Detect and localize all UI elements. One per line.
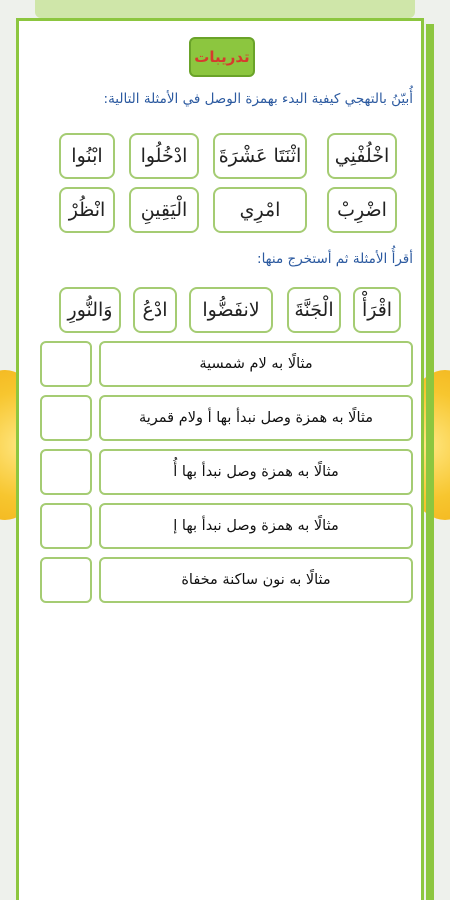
answer-box[interactable] — [40, 503, 92, 549]
answer-box[interactable] — [40, 557, 92, 603]
word-box: اثْنَتَا عَشْرَةَ — [213, 133, 307, 179]
exercise-prompt: مثالًا به همزة وصل نبدأ بها أُ — [99, 449, 413, 495]
instruction-spelling: أُبيّنُ بالتهجي كيفية البدء بهمزة الوصل في الأمثلة التالية: — [103, 91, 413, 107]
word-box: اقْرَأْ — [353, 287, 401, 333]
exercise-panel — [16, 18, 424, 900]
instruction-extract: أقرأُ الأمثلة ثم أستخرج منها: — [257, 251, 413, 267]
word-box: لانفَضُّوا — [189, 287, 273, 333]
word-box: ابْنُوا — [59, 133, 115, 179]
answer-box[interactable] — [40, 341, 92, 387]
answer-box[interactable] — [40, 395, 92, 441]
word-box: اخْلُفْنِي — [327, 133, 397, 179]
top-strip — [35, 0, 415, 18]
word-box: الْيَقِينِ — [129, 187, 199, 233]
panel-edge — [426, 24, 434, 900]
word-box: انْظُرْ — [59, 187, 115, 233]
word-box: وَالنُّورِ — [59, 287, 121, 333]
exercise-prompt: مثالًا به نون ساكنة مخفاة — [99, 557, 413, 603]
exercise-prompt: مثالًا به همزة وصل نبدأ بها إ — [99, 503, 413, 549]
answer-box[interactable] — [40, 449, 92, 495]
word-box: الْجَنَّةَ — [287, 287, 341, 333]
word-box: ادْخُلُوا — [129, 133, 199, 179]
word-box: ادْعُ — [133, 287, 177, 333]
exercise-prompt: مثالًا به همزة وصل نبدأ بها أ ولام قمرية — [99, 395, 413, 441]
exercise-prompt: مثالًا به لام شمسية — [99, 341, 413, 387]
page-title: تدريبات — [189, 37, 255, 77]
word-box: اضْرِبْ — [327, 187, 397, 233]
word-box: امْرِي — [213, 187, 307, 233]
